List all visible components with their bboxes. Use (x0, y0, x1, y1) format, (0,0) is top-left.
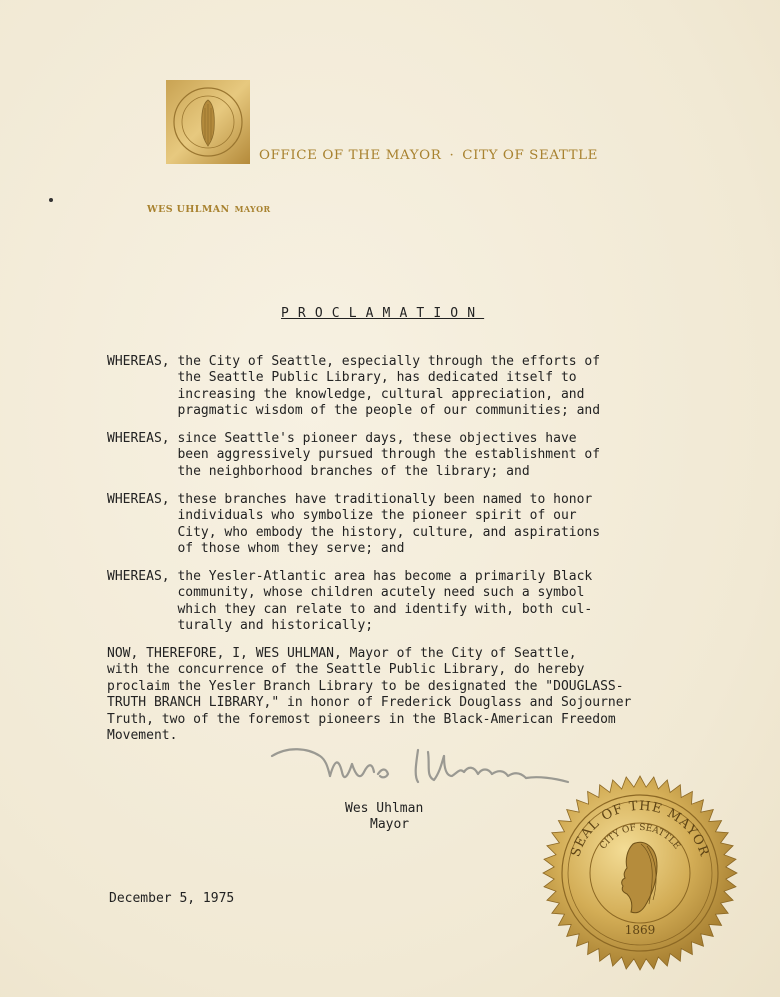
whereas-paragraph-2: WHEREAS, since Seattle's pioneer days, these objectives have been aggressively pursued through the establishment of the neighborhood branches of the library; and (107, 431, 601, 479)
whereas-paragraph-3: WHEREAS, these branches have traditionally been named to honor individuals who symbolize the pioneer spirit of our City, who embody the history, culture, and aspirations of those whom they serve; and (107, 492, 601, 557)
letterhead-separator: · (449, 148, 455, 163)
mayor-name: WES UHLMAN (147, 204, 230, 215)
seal-inner-text: CITY OF SEATTLE (598, 822, 682, 852)
whereas-paragraph-4: WHEREAS, the Yesler-Atlantic area has become a primarily Black community, whose children acutely need such a symbol which they can relate to and identify with, both cul- turally and historically; (107, 569, 593, 634)
proclamation-date: December 5, 1975 (109, 891, 235, 906)
seal-year: 1869 (624, 923, 656, 937)
office-label: OFFICE OF THE MAYOR (259, 148, 442, 163)
mayor-title: MAYOR (234, 204, 271, 214)
letterhead-office (259, 148, 659, 163)
letterhead-mayor (147, 204, 347, 215)
signatory-name: Wes Uhlman (345, 801, 424, 816)
mayor-gold-seal (541, 774, 739, 972)
punch-mark (49, 198, 53, 202)
signatory-title: Mayor (370, 817, 410, 832)
city-label: CITY OF SEATTLE (462, 148, 599, 163)
seal-top-text: SEAL OF THE MAYOR (568, 798, 712, 859)
whereas-paragraph-1: WHEREAS, the City of Seattle, especially through the efforts of the Seattle Public Library, has dedicated itself to increasing the knowledge, cultural appreciation, and pragmatic wisdom of the people of our communities; and (107, 354, 601, 419)
proclamation-paragraph: NOW, THEREFORE, I, WES UHLMAN, Mayor of the City of Seattle, with the concurrence of the Seattle Public Library, do hereby proclaim the Yesler Branch Library to be designated the "DOUGLASS- TRUTH BRANCH LIBRARY," in honor of Frederick Douglass and Sojourner Truth, two of the foremost pioneers in the Black-American Freedom Movement. (107, 646, 632, 744)
city-seal-emblem (166, 80, 250, 164)
document-title: PROCLAMATION (281, 306, 485, 321)
